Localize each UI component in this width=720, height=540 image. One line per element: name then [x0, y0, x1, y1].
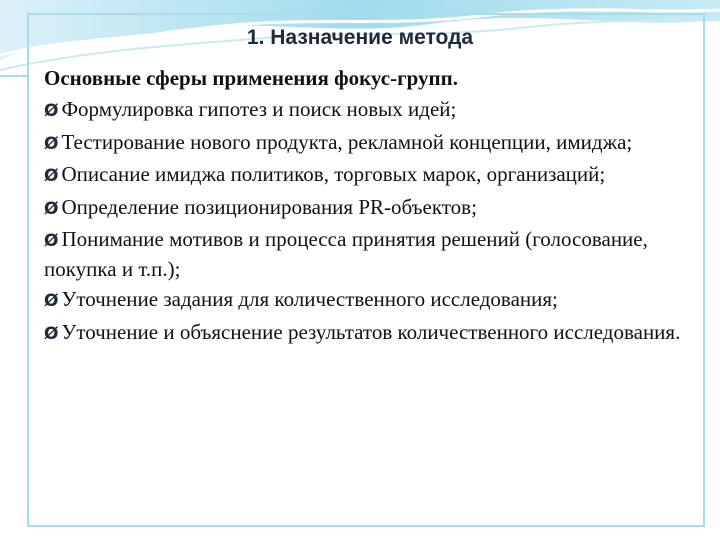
arrow-check-icon: Ø [44, 133, 59, 154]
list-item [44, 194, 704, 224]
list-item-text: Понимание мотивов и процесса принятия решений (голосование, покупка и т.п.); [44, 227, 648, 281]
arrow-check-icon: Ø [44, 166, 59, 186]
list-item-text: Уточнение задания для количественного исследования; [61, 287, 558, 311]
list-item [44, 226, 704, 283]
list-item [44, 161, 704, 191]
list-item-text: Описание имиджа политиков, торговых марок, организаций; [61, 162, 606, 186]
bullet-list [44, 96, 704, 348]
list-item-text: Формулировка гипотез и поиск новых идей; [61, 97, 457, 121]
list-item-text: Тестирование нового продукта, рекламной концепции, имиджа; [61, 129, 633, 154]
list-item [44, 319, 704, 349]
list-item [44, 96, 704, 126]
list-item [44, 286, 704, 316]
arrow-check-icon: Ø [44, 101, 59, 121]
slide-content [44, 20, 704, 351]
slide-subtitle: Основные сферы применения фокус-групп. [44, 66, 458, 90]
arrow-check-icon: Ø [44, 323, 59, 344]
list-item-text: Уточнение и объяснение результатов количественного исследования. [61, 319, 681, 344]
list-item-text: Определение позиционирования PR-объектов; [61, 194, 477, 219]
arrow-check-icon: Ø [44, 231, 59, 251]
arrow-check-icon: Ø [44, 198, 59, 219]
list-item [44, 129, 704, 159]
arrow-check-icon: Ø [44, 291, 59, 311]
slide-title: 1. Назначение метода [246, 26, 474, 49]
